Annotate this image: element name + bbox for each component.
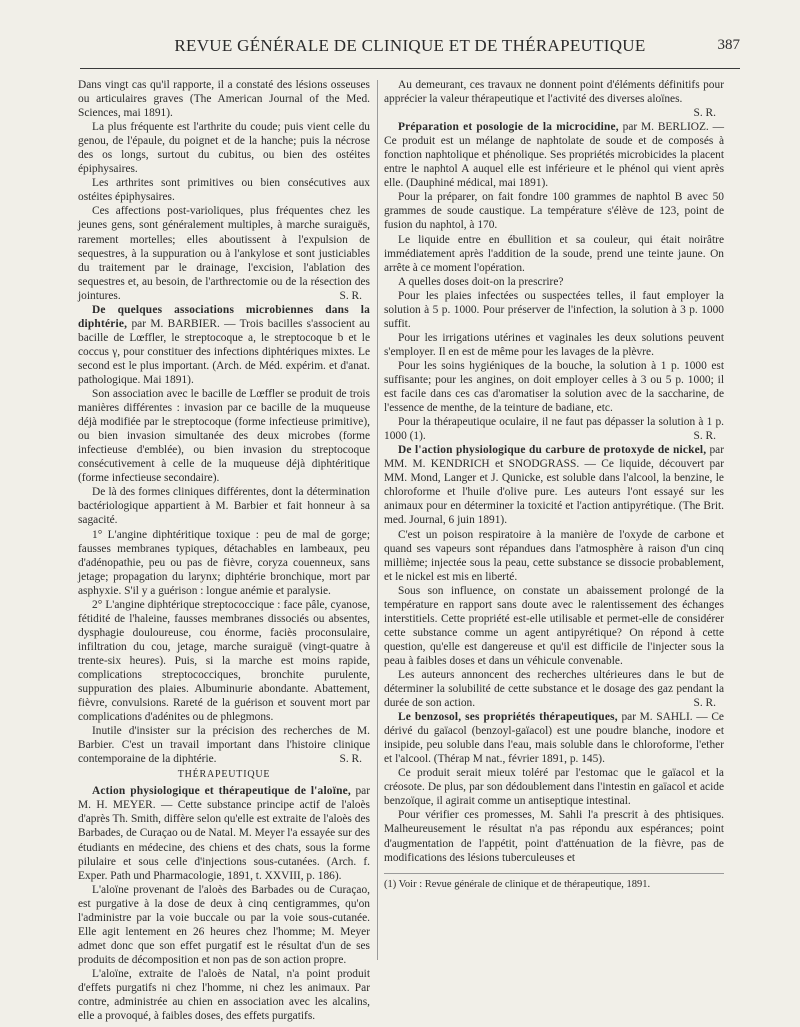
paragraph-text: Au demeurant, ces travaux ne donnent point d'éléments définitifs pour apprécier la valeur thérapeutique et l'activité des diverses aloïnes. bbox=[384, 79, 724, 106]
signature: S. R. bbox=[693, 697, 716, 710]
article-nickel bbox=[384, 443, 724, 527]
right-column bbox=[384, 78, 724, 1013]
paragraph: Son association avec le bacille de Lœffler se produit de trois manières différentes : invasion par ce bacille de la muqueuse déjà modifiée par le streptocoque (forme infectieuse primitive), ou bien invasion simultanée des deux microbes (forme infectieuse d'emblée), ou bien invasion du streptocoque consécutivement à celle de la muqueuse déjà diphtéritique (forme infectieuse secondaire). bbox=[78, 388, 370, 485]
paragraph bbox=[384, 415, 724, 443]
paragraph: A quelles doses doit-on la prescrire? bbox=[398, 275, 564, 288]
signature: S. R. bbox=[339, 753, 362, 766]
running-title: REVUE GÉNÉRALE DE CLINIQUE ET DE THÉRAPEUTIQUE bbox=[174, 36, 646, 55]
paragraph-text: Les auteurs annoncent des recherches ultérieures dans le but de déterminer la solubilité de cette substance et le dosage des gaz pendant la durée de son action. bbox=[384, 668, 724, 710]
paragraph: Dans vingt cas qu'il rapporte, il a constaté des lésions osseuses ou articulaires graves (The American Journal of the Med. Sciences, mai 1891). bbox=[78, 79, 370, 120]
paragraph: C'est un poison respiratoire à la manière de l'oxyde de carbone et quand ses vapeurs sont répandues dans l'atmosphère à raison d'un cinq millième; injectée sous la peau, cette substance se dissocie probablement, et le nickel est mis en liberté. bbox=[384, 528, 724, 583]
paragraph bbox=[384, 668, 724, 710]
signature: S. R. bbox=[693, 430, 716, 443]
paragraph-text: Pour la thérapeutique oculaire, il ne faut pas dépasser la solution à 1 p. 1000 (1). bbox=[384, 416, 724, 443]
article-title: De quelques associations microbiennes dans la diphtérie, bbox=[78, 303, 370, 330]
paragraph-text: par M. H. MEYER. — Cette substance principe actif de l'aloès d'après Th. Smith, diffère selon qu'elle est extraite de l'aloès des Barbades, de Curaçao ou de Natal. M. Meyer l'a essayée sur des étudiants en médecine, des chiens et des chats, sous la forme pilulaire et sous celle d'injections sous-cutanées. (Arch. f. Exper. Path und Pharmacologie, 1891, t. XXVIII, p. 186). bbox=[78, 785, 371, 882]
article-microcidine bbox=[384, 120, 724, 190]
paragraph-text: Ces affections post-varioliques, plus fréquentes chez les jeunes gens, sont généralement multiples, à marche suraiguës, rarement mortelles; elles aboutissent à l'expulsion de sequestres, à la suppuration ou à l'ankylose et sont justiciables du traitement par le drainage, l'excision, l'ablation des sequestres et, au besoin, de l'arthrectomie ou de la résection des jointures. bbox=[78, 205, 370, 302]
article-title: Action physiologique et thérapeutique de l'aloïne, bbox=[92, 785, 351, 798]
page-header bbox=[80, 32, 740, 58]
paragraph: Le liquide entre en ébullition et sa couleur, qui était noirâtre immédiatement après l'addition de la soude, prend une teinte jaune. On arrête à ce moment l'opération. bbox=[384, 233, 724, 274]
paragraph: La plus fréquente est l'arthrite du coude; puis vient celle du genou, de l'épaule, du poignet et de la hanche; puis la nécrose des os longs, surtout du cubitus, ou bien des ostéites épiphysaires. bbox=[78, 121, 370, 176]
article-aloine bbox=[78, 784, 370, 882]
article-title: De l'action physiologique du carbure de protoxyde de nickel, bbox=[398, 444, 707, 457]
paragraph: Pour les soins hygiéniques de la bouche, la solution à 1 p. 1000 est suffisante; pour les angines, on doit employer celles à 3 ou 5 p. 1000; il est facile dans ces cas d'aromatiser la solution avec de la saccharine, de l'essence de menthe, de la teinture de badiane, etc. bbox=[384, 359, 724, 415]
paragraph bbox=[78, 204, 370, 302]
paragraph-text: Inutile d'insister sur la précision des recherches de M. Barbier. C'est un travail important dans l'histoire clinique contemporaine de la diphtérie. bbox=[78, 725, 370, 766]
paragraph: 2° L'angine diphtérique streptococcique : face pâle, cyanose, fétidité de l'haleine, fausses membranes dissociés ou absentes, dysphagie douloureuse, cou énorme, faciès proconsulaire, infiltration du cou, jetage, marche suraiguë (vingt-quatre à trente-six heures). Puis, si la marche est moins rapide, complications streptococciques, bronchite purulente, suppuration des plaies. Albuminurie abondante. Abattement, fièvre, convulsions. Rareté de la guérison et souvent mort par complications d'adénites ou de phlegmons. bbox=[78, 598, 370, 724]
column-divider bbox=[377, 80, 378, 960]
paragraph: Pour les plaies infectées ou suspectées telles, il faut employer la solution à 5 p. 1000. Pour préserver de l'infection, la solution à 3 p. 1000 suffit. bbox=[384, 289, 724, 330]
paragraph: Sous son influence, on constate un abaissement prolongé de la température en rapport sans doute avec le ralentissement des échanges interstitiels. Cette propriété est-elle utilisable et permet-elle de considérer cette substance comme un agent antipyrétique? On répond à cette question, qu'elle est dangereuse et qu'il est difficile de l'injecter sous la peau à faibles doses et dans un véhicule convenable. bbox=[384, 584, 724, 667]
signature: S. R. bbox=[693, 107, 716, 120]
paragraph: Pour la préparer, on fait fondre 100 grammes de naphtol B avec 50 grammes de soude caustique. La température s'élève de 123, point de fusion du naphtol, à 170. bbox=[384, 191, 724, 232]
header-rule bbox=[80, 68, 740, 69]
left-column bbox=[78, 78, 371, 1023]
paragraph-text: par M. BERLIOZ. — Ce produit est un mélange de naphtolate de soude et de composés à fonction naphtolique et phénolique. Ses propriétés microbicides la placent entre le naphtol A auquel elle est inférieure et le phénol qui vient après elle. (Dauphiné médical, mai 1891). bbox=[384, 121, 724, 190]
paragraph-text: par M. BARBIER. — Trois bacilles s'associent au bacille de Lœffler, le streptocoque a, le streptocoque b et le coccus γ, pour constituer des infections diphtériques mixtes. Le second est le plus important. (Arch. de Méd. expérim. et d'anat. pathologique. Mai 1891). bbox=[78, 317, 370, 386]
page-number: 387 bbox=[717, 37, 740, 53]
article-benzosol bbox=[384, 710, 724, 766]
footnote: (1) Voir : Revue générale de clinique et de thérapeutique, 1891. bbox=[384, 873, 724, 892]
article-title: Préparation et posologie de la microcidine, bbox=[398, 121, 619, 134]
paragraph: Pour les irrigations utérines et vaginales les deux solutions peuvent s'employer. Il en est de même pour les lavages de la plèvre. bbox=[384, 331, 724, 358]
paragraph: L'aloïne, extraite de l'aloès de Natal, n'a point produit d'effets purgatifs ni chez l'homme, ni chez les animaux. Par contre, administrée au chien en association avec les alcalins, elle a provoqué, à faibles doses, des effets purgatifs. bbox=[78, 967, 370, 1023]
paragraph-text: par M. SAHLI. — Ce dérivé du gaïacol (benzoyl-gaïacol) est une poudre blanche, inodore et insipide, peu soluble dans l'eau, mais soluble dans le chloroforme, l'ether et l'alcool. (Thérap M nat., février 1891, p. 145). bbox=[384, 711, 724, 766]
paragraph: Les arthrites sont primitives ou bien consécutives aux ostéites épiphysaires. bbox=[78, 177, 370, 204]
article-diphtherie bbox=[78, 303, 370, 387]
paragraph-text: par MM. M. KENDRICH et SNODGRASS. — Ce liquide, découvert par MM. Mond, Langer et J. Qunicke, est soluble dans l'alcool, la benzine, le chloroforme et l'huile d'olive pure. Les auteurs l'ont essayé sur les animaux pour en déterminer la toxicité et l'action antipyrétique. (The Brit. med. Journal, 6 juin 1891). bbox=[384, 444, 724, 527]
section-heading: THÉRAPEUTIQUE bbox=[177, 769, 271, 781]
paragraph: 1° L'angine diphtéritique toxique : peu de mal de gorge; fausses membranes typiques, détachables en lambeaux, peu d'adénopathie, peu ou pas de fièvre, coryza couenneux, sans jetage; propagation du larynx; diphtérie bronchique, mort par asphyxie. S'il y a guérison : longue anémie et paralysie. bbox=[78, 528, 370, 597]
paragraph: De là des formes cliniques différentes, dont la détermination bactériologique appartient à M. Barbier et fait honneur à sa sagacité. bbox=[78, 486, 370, 527]
signature: S. R. bbox=[339, 289, 362, 302]
paragraph: Pour vérifier ces promesses, M. Sahli l'a prescrit à des phtisiques. Malheureusement le résultat n'a pas répondu aux espérances; point d'augmentation de l'appétit, point d'atténuation de la fièvre, pas de modifications des lésions tuberculeuses et bbox=[384, 809, 724, 864]
paragraph bbox=[78, 724, 370, 766]
paragraph: Ce produit serait mieux toléré par l'estomac que le gaïacol et la créosote. De plus, par son dédoublement dans l'intestin en gaïacol et acide benzoïque, il agirait comme un antiseptique intestinal. bbox=[384, 767, 724, 808]
paragraph: L'aloïne provenant de l'aloès des Barbades ou de Curaçao, est purgative à la dose de deux à cinq centigrammes, qu'on l'administre par la voie buccale ou par la voie sous-cutanée. Elle agit lentement en 26 heures chez l'homme; M. Meyer admet donc que son effet purgatif est le résultat d'un de ses produits de décomposition et non pas de son action propre. bbox=[78, 883, 370, 966]
article-title: Le benzosol, ses propriétés thérapeutiques, bbox=[398, 711, 618, 724]
paragraph bbox=[384, 78, 724, 120]
